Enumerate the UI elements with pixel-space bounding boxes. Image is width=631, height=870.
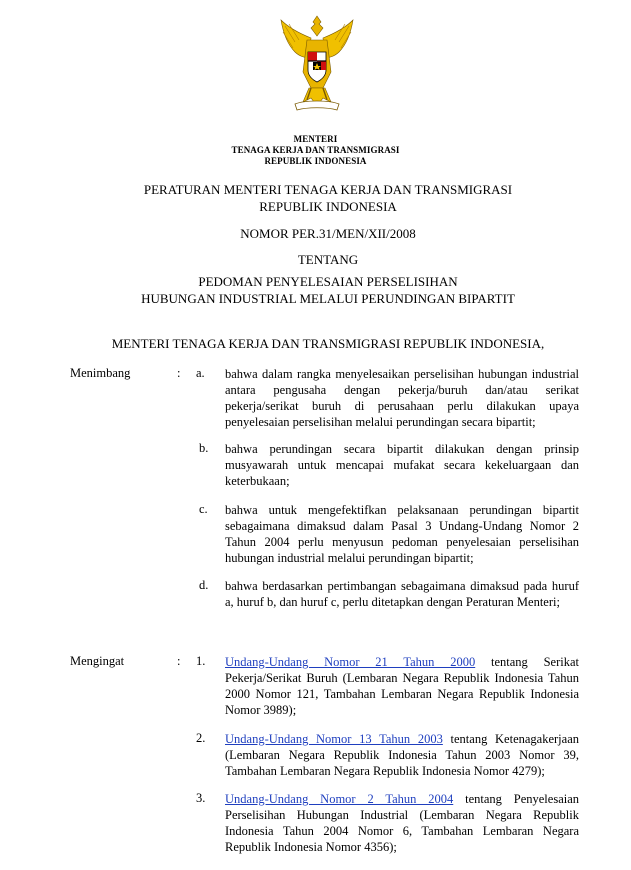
regulation-tentang: TENTANG: [297, 252, 359, 267]
menimbang-marker-d: d.: [199, 578, 209, 592]
menimbang-label: Menimbang: [70, 366, 131, 380]
menimbang-marker-b: b.: [199, 441, 209, 455]
regulation-subject-line1: PEDOMAN PENYELESAIAN PERSELISIHAN: [198, 274, 458, 289]
mengingat-item-1-text: tentang Serikat Pekerja/Serikat Buruh (Lembaran Negara Republik Indonesia Tahun 2000 Nomor 121, Tambahan Lembaran Negara Republik Indonesia Nomor 3989);: [225, 655, 579, 717]
menimbang-marker-c: c.: [199, 502, 208, 516]
mengingat-item-2: [225, 731, 579, 779]
header-menteri: MENTERI: [293, 134, 338, 144]
regulation-subject-line2: HUBUNGAN INDUSTRIAL MELALUI PERUNDINGAN BIPARTIT: [141, 291, 515, 306]
menimbang-item-b: bahwa perundingan secara bipartit dilakukan dengan prinsip musyawarah untuk mencapai mufakat secara kekeluargaan dan keterbukaan;: [225, 442, 579, 488]
mengingat-item-1: [225, 654, 579, 718]
mengingat-colon: :: [177, 654, 181, 668]
mengingat-marker-1: 1.: [196, 654, 206, 668]
mengingat-item-3: [225, 791, 579, 855]
regulation-title-line1: PERATURAN MENTERI TENAGA KERJA DAN TRANSMIGRASI: [143, 182, 513, 197]
menimbang-marker-a: a.: [196, 366, 205, 380]
menimbang-item-a: bahwa dalam rangka menyelesaikan perselisihan hubungan industrial antara pengusaha dengan pekerja/buruh dan/atau serikat pekerja/serikat buruh di perusahaan perlu dilakukan upaya penyelesaian perselisihan melalui perundingan secara bipartit;: [225, 367, 579, 429]
law-link-uu-13-2003[interactable]: Undang-Undang Nomor 13 Tahun 2003: [225, 732, 443, 746]
garuda-emblem-icon: [277, 12, 357, 124]
header-ministry: TENAGA KERJA DAN TRANSMIGRASI: [231, 145, 400, 155]
law-link-uu-21-2000[interactable]: Undang-Undang Nomor 21 Tahun 2000: [225, 655, 476, 669]
mengingat-marker-2: 2.: [196, 731, 206, 745]
regulation-title-line2: REPUBLIK INDONESIA: [259, 199, 397, 214]
mengingat-item-3-text: tentang Penyelesaian Perselisihan Hubungan Industrial (Lembaran Negara Republik Indonesia Tahun 2004 Nomor 6, Tambahan Lembaran Negara Republik Indonesia Nomor 4356);: [225, 792, 580, 854]
header-country: REPUBLIK INDONESIA: [264, 156, 367, 166]
mengingat-label: Mengingat: [70, 654, 125, 668]
law-link-uu-2-2004[interactable]: Undang-Undang Nomor 2 Tahun 2004: [225, 792, 454, 806]
mengingat-item-2-text: tentang Ketenagakerjaan (Lembaran Negara Republik Indonesia Tahun 2003 Nomor 39, Tambahan Lembaran Negara Republik Indonesia Nomor 4279);: [225, 732, 579, 778]
regulation-number: NOMOR PER.31/MEN/XII/2008: [240, 226, 416, 241]
mengingat-marker-3: 3.: [196, 791, 206, 805]
menimbang-item-d: bahwa berdasarkan pertimbangan sebagaimana dimaksud pada huruf a, huruf b, dan huruf c, perlu ditetapkan dengan Peraturan Menteri;: [225, 579, 579, 609]
issuer-line: MENTERI TENAGA KERJA DAN TRANSMIGRASI REPUBLIK INDONESIA,: [111, 336, 545, 351]
menimbang-item-c: bahwa untuk mengefektifkan pelaksanaan perundingan bipartit sebagaimana dimaksud dalam Pasal 3 Undang-Undang Nomor 2 Tahun 2004 perlu menyusun pedoman penyelesaian perselisihan hubungan industrial melalui perundingan bipartit;: [225, 503, 579, 565]
menimbang-colon: :: [177, 366, 181, 380]
